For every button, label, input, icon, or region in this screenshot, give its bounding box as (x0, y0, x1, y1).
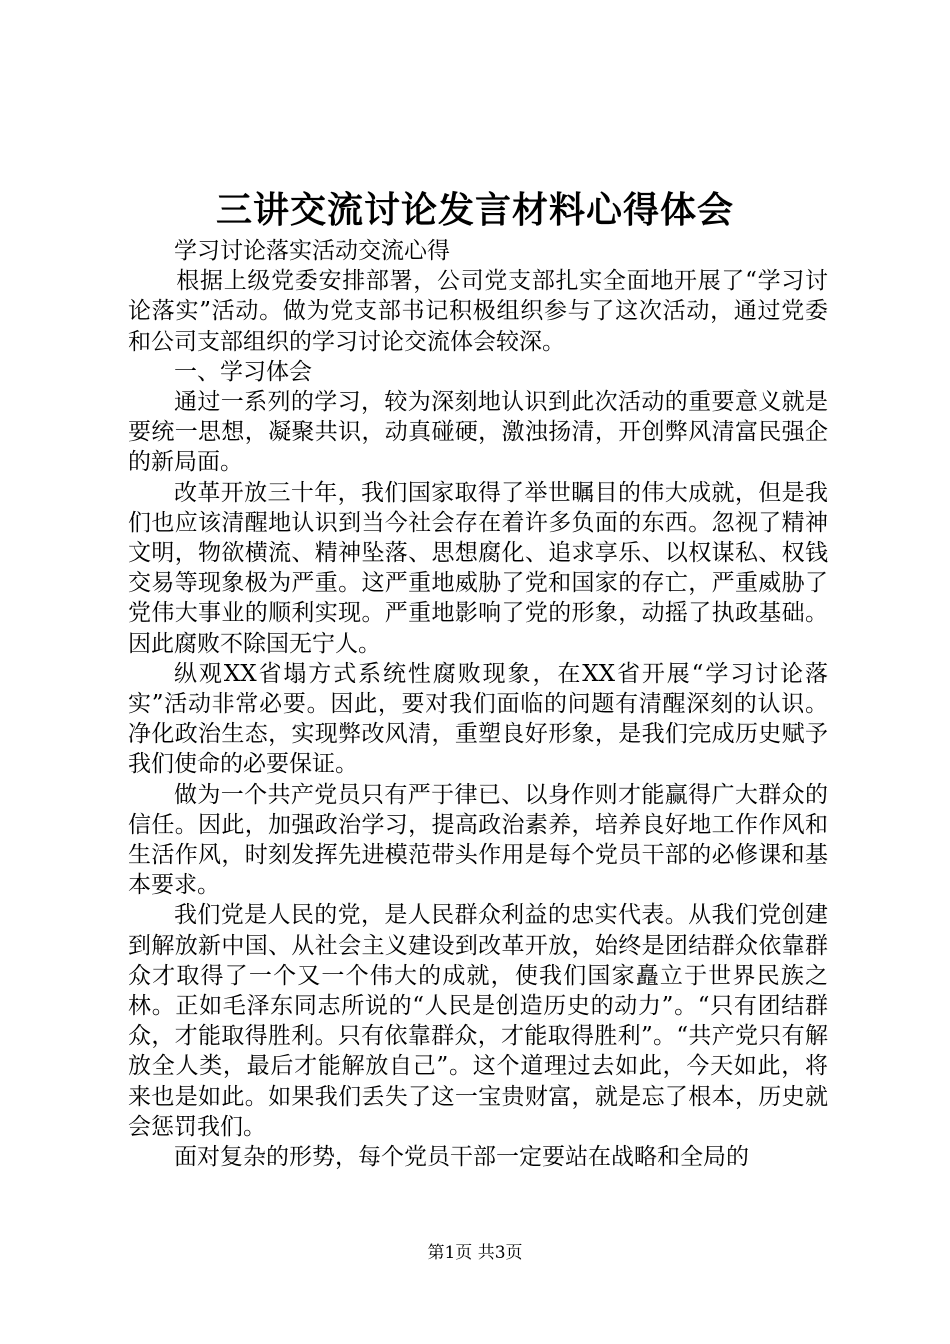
paragraph: 纵观XX省塌方式系统性腐败现象，在XX省开展“学习讨论落实”活动非常必要。因此，要对我们面临的问题有清醒深刻的认识。净化政治生态，实现弊改风清，重塑良好形象，是我们完成历史赋予我们使命的必要保证。 (128, 660, 828, 778)
paragraph: 我们党是人民的党，是人民群众利益的忠实代表。从我们党创建到解放新中国、从社会主义建设到改革开放，始终是团结群众依靠群众才取得了一个又一个伟大的成就，使我们国家矗立于世界民族之林。正如毛泽东同志所说的“人民是创造历史的动力”。“只有团结群众，才能取得胜利。只有依靠群众，才能取得胜利”。“共产党只有解放全人类，最后才能解放自己”。这个道理过去如此，今天如此，将来也是如此。如果我们丢失了这一宝贵财富，就是忘了根本，历史就会惩罚我们。 (128, 902, 828, 1140)
paragraph: 通过一系列的学习，较为深刻地认识到此次活动的重要意义就是要统一思想，凝聚共识，动真碰硬，激浊扬清，开创弊风清富民强企的新局面。 (128, 389, 828, 476)
page-indicator: 第1页 共3页 (427, 1243, 523, 1263)
paragraph-intro: 根据上级党委安排部署，公司党支部扎实全面地开展了“学习讨论落实”活动。做为党支部书记积极组织参与了这次活动，通过党委和公司支部组织的学习讨论交流体会较深。 (128, 268, 828, 355)
document-body (128, 236, 828, 1172)
paragraph: 改革开放三十年，我们国家取得了举世瞩目的伟大成就，但是我们也应该清醒地认识到当今社会存在着许多负面的东西。忽视了精神文明，物欲横流、精神坠落、思想腐化、追求享乐、以权谋私、权钱交易等现象极为严重。这严重地威胁了党和国家的存亡，严重威胁了党伟大事业的顺利实现。严重地影响了党的形象，动摇了执政基础。因此腐败不除国无宁人。 (128, 479, 828, 657)
document-title: 三讲交流讨论发言材料心得体会 (215, 189, 734, 231)
paragraph-subtitle: 学习讨论落实活动交流心得 (174, 238, 450, 264)
section-heading-study: 一、学习体会 (174, 358, 312, 385)
paragraph: 做为一个共产党员只有严于律已、以身作则才能赢得广大群众的信任。因此，加强政治学习，提高政治素养，培养良好地工作作风和生活作风，时刻发挥先进模范带头作用是每个党员干部的必修课和基本要求。 (128, 781, 828, 899)
paragraph: 面对复杂的形势，每个党员干部一定要站在战略和全局的 (174, 1144, 749, 1171)
